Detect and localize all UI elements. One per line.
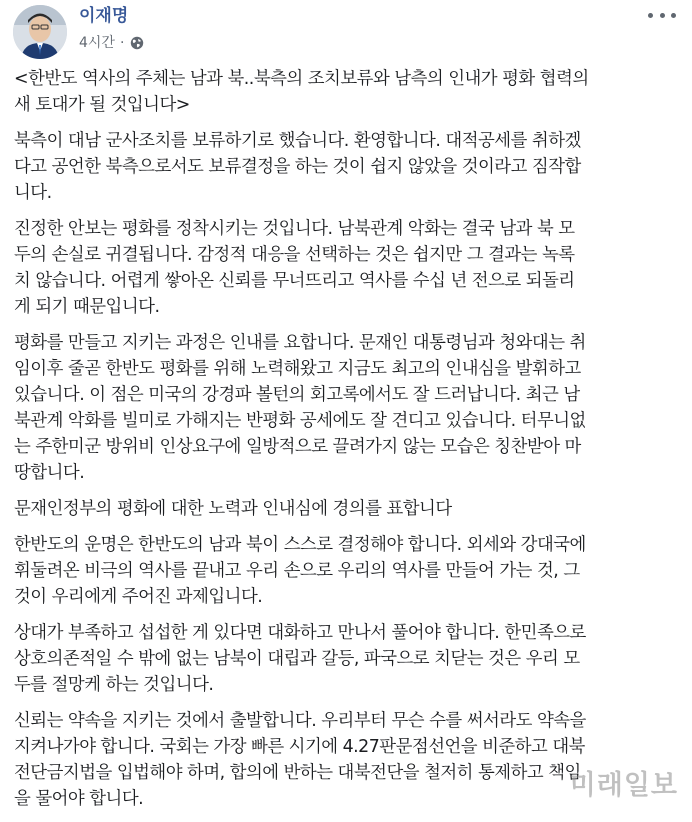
meta-separator: ·	[119, 35, 125, 51]
post-paragraph: 한반도의 운명은 한반도의 남과 북이 스스로 결정해야 합니다. 외세와 강대국에 휘둘려온 비극의 역사를 끝내고 우리 손으로 우리의 역사를 만들어 가는 것, 그 것이 우리에게 주어진 과제입니다.	[14, 535, 586, 607]
post-paragraph: 신뢰는 약속을 지키는 것에서 출발합니다. 우리부터 무슨 수를 써서라도 약속을 지켜나가야 합니다. 국회는 가장 빠른 시기에 4.27판문점선언을 비준하고 대북 전단금지법을 입법해야 하며, 합의에 반하는 대북전단을 철저히 통제하고 책임 을 물어야 합니다.	[14, 711, 586, 809]
more-dot	[671, 13, 676, 18]
post-paragraph: 문재인정부의 평화에 대한 노력과 인내심에 경의를 표합니다	[14, 499, 452, 519]
more-options-icon[interactable]	[648, 8, 676, 22]
post-meta	[79, 34, 144, 52]
profile-avatar[interactable]	[13, 5, 67, 59]
post-paragraph: 상대가 부족하고 섭섭한 게 있다면 대화하고 만나서 풀어야 합니다. 한민족으로 상호의존적일 수 밖에 없는 남북이 대립과 갈등, 파국으로 치닫는 것은 우리 모 두를 절망케 하는 것입니다.	[14, 623, 586, 695]
watermark-logo: 미래일보	[569, 770, 678, 801]
post-time[interactable]: 4시간	[79, 35, 115, 51]
avatar-photo	[13, 5, 67, 59]
post-header	[0, 0, 692, 64]
post-paragraph: 북측이 대남 군사조치를 보류하기로 했습니다. 환영합니다. 대적공세를 취하겠 다고 공언한 북측으로서도 보류결정을 하는 것이 쉽지 않았을 것이라고 짐작합 니다.	[14, 131, 581, 203]
globe-icon[interactable]	[130, 36, 144, 50]
more-dot	[660, 13, 665, 18]
post-title-paragraph: <한반도 역사의 주체는 남과 북..북측의 조치보류와 남측의 인내가 평화 협력의 새 토대가 될 것입니다>	[14, 69, 589, 115]
author-name[interactable]: 이재명	[79, 6, 129, 26]
post-paragraph: 평화를 만들고 지키는 과정은 인내를 요합니다. 문재인 대통령님과 청와대는 취 임이후 줄곧 한반도 평화를 위해 노력해왔고 지금도 최고의 인내심을 발휘하고 있습니다. 이 점은 미국의 강경파 볼턴의 회고록에서도 잘 드러납니다. 최근 남 북관계 악화를 빌미로 가해지는 반평화 공세에도 잘 견디고 있습니다. 터무니없 는 주한미군 방위비 인상요구에 일방적으로 끌려가지 않는 모습은 칭찬받아 마 땅합니다.	[14, 333, 586, 483]
post-paragraph: 진정한 안보는 평화를 정착시키는 것입니다. 남북관계 악화는 결국 남과 북 모 두의 손실로 귀결됩니다. 감정적 대응을 선택하는 것은 쉽지만 그 결과는 녹록 치 않습니다. 어렵게 쌓아온 신뢰를 무너뜨리고 역사를 수십 년 전으로 되돌리 게 되기 때문입니다.	[14, 219, 575, 317]
more-dot	[648, 13, 653, 18]
post-body	[14, 66, 678, 822]
